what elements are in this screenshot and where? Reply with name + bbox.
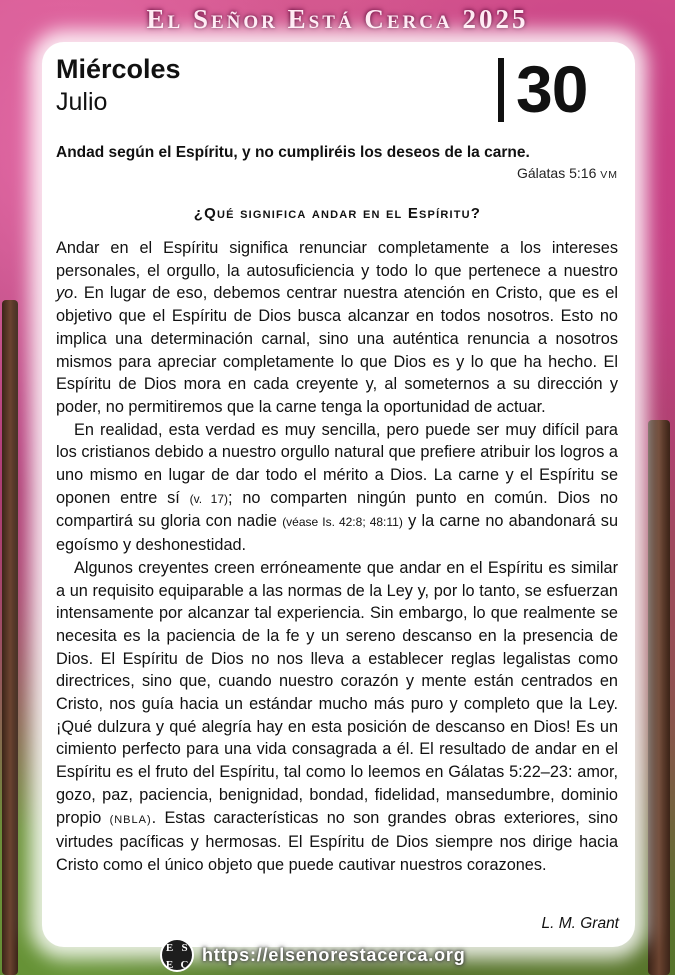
article-heading: ¿Qué significa andar en el Espíritu? [193, 205, 482, 222]
author: L. M. Grant [541, 915, 619, 932]
verse-text: Andad según el Espíritu, y no cumpliréis los deseos de la carne. [56, 144, 530, 161]
paragraph-3 [56, 557, 618, 877]
paragraph-1-text-a: Andar en el Espíritu significa renunciar completamente a los intereses personales, el orgullo, la autosuficiencia y todo lo que pertenece a nuestro [56, 239, 618, 280]
verse-reference-text: Gálatas 5:16 [516, 165, 597, 181]
tree-trunk-right [648, 420, 670, 975]
paragraph-2-ref-2: (véase Is. 42:8; 48:11) [282, 515, 403, 530]
verse-reference [517, 165, 618, 181]
paragraph-3-version: (NBLA) [109, 813, 152, 826]
paragraph-3-text-b: . Estas características no son grandes obras exteriores, sino virtudes pacíficas y hermosas. El Espíritu de Dios siempre nos dirige hacia Cristo como el único objeto que puede cautivar nuestros corazones. [56, 808, 618, 874]
site-title: El Señor Está Cerca 2025 [146, 4, 529, 34]
day-number: 30 [516, 52, 588, 126]
verse-version: VM [600, 169, 618, 181]
paragraph-2-ref-1: (v. 17) [189, 491, 229, 506]
paragraph-3-text-a: Algunos creyentes creen erróneamente que andar en el Espíritu es similar a un requisito equiparable a las normas de la Ley y, por lo tanto, se esfuerzan intensamente por alcanzar tal experiencia. Sin embargo, lo que realmente se necesita es la paciencia de la fe y un sereno descanso en la presencia de Dios. El Espíritu de Dios no nos lleva a establecer reglas legalistas como directrices, sino que, cuando nuestro corazón y mente están centrados en Cristo, nos guía hacia un estándar mucho más puro y completo que la Ley. ¡Qué dulzura y qué alegría hay en esta posición de descanso en Dios! Es un cimiento perfecto para una vida consagrada a él. El resultado de andar en el Espíritu es el fruto del Espíritu, tal como lo leemos en Gálatas 5:22–23: amor, gozo, paz, paciencia, benignidad, bondad, fidelidad, mansedumbre, dominio propio [56, 558, 618, 827]
paragraph-1-text-b: . En lugar de eso, debemos centrar nuestra atención en Cristo, que es el objetivo que el Espíritu de Dios busca alcanzar en todos nosotros. Esto no implica una determinación carnal, sino una auténtica renuncia a nosotros mismos para apreciar completamente lo que Dios es y lo que ha hecho. El Espíritu de Dios mora en cada creyente y, al someternos a su dirección y poder, no permitiremos que la carne tenga la oportunidad de actuar. [56, 284, 618, 416]
paragraph-2 [56, 419, 618, 557]
paragraph-2-text-c: y la carne no abandonará su egoísmo y deshonestidad. [56, 512, 619, 555]
paragraph-2-text-b: ; no comparten ningún punto en común. Dios no compartirá su gloria con nadie [56, 488, 618, 531]
logo-letter: E [165, 942, 174, 954]
tree-trunk-left [2, 300, 18, 975]
article-body [56, 237, 618, 877]
weekday: Miércoles [56, 54, 181, 84]
month: Julio [56, 88, 108, 116]
date-divider [498, 58, 504, 122]
logo-letter: C [180, 959, 189, 971]
logo-letter: E [165, 959, 174, 971]
esec-logo-icon [160, 938, 194, 972]
logo-letter: S [181, 942, 188, 954]
paragraph-2-text-a: En realidad, esta verdad es muy sencilla, pero puede ser muy difícil para los cristianos debido a nuestro orgullo natural que prefiere atribuir los logros a uno mismo en lugar de dar todo el mérito a Dios. La carne y el Espíritu se oponen entre sí [56, 420, 618, 507]
paragraph-1 [56, 237, 618, 419]
website-link[interactable]: https://elsenorestacerca.org [202, 944, 466, 965]
footer [160, 938, 465, 972]
paragraph-1-emphasis: yo [56, 284, 74, 303]
